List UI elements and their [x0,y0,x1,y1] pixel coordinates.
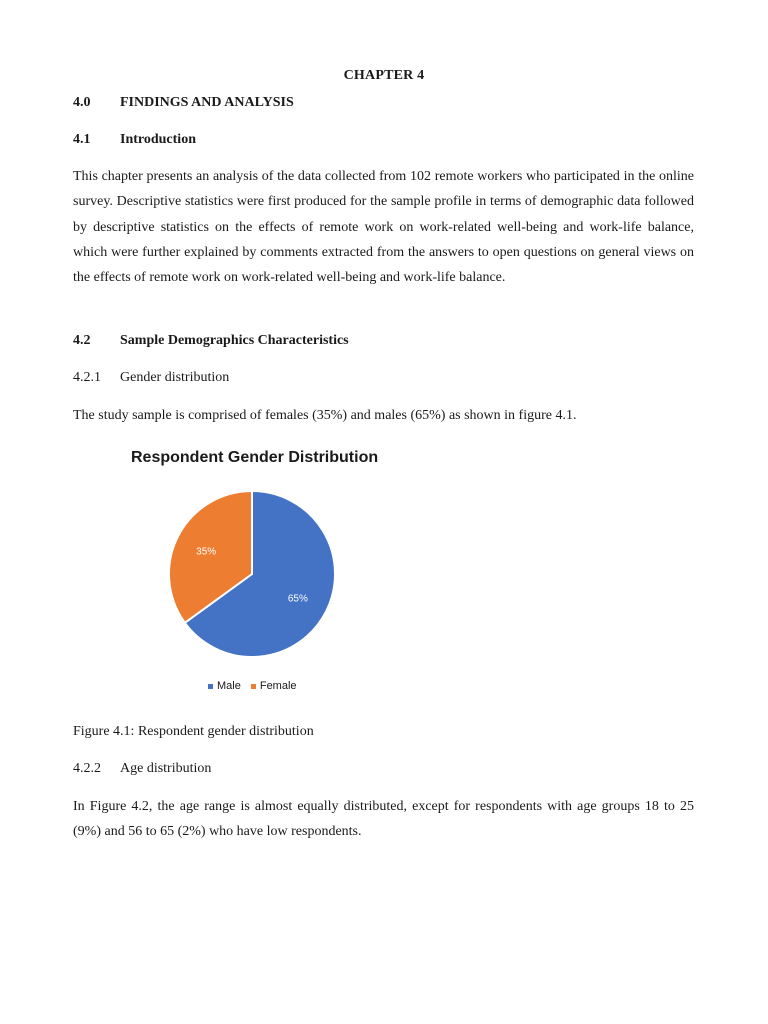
gender-paragraph: The study sample is comprised of females (35%) and males (65%) as shown in figure 4.1. [73,408,577,423]
section-number: 4.2 [73,333,91,348]
subsection-number: 4.2.1 [73,370,101,385]
legend-swatch-male [208,684,213,689]
intro-paragraph: This chapter presents an analysis of the data collected from 102 remote workers who participated in the online survey. Descriptive statistics were first produced for the sample profile in terms of demographic data followed by descriptive statistics on the effects of remote work on work-related well-being and work-life balance, which were further explained by comments extracted from the answers to open questions on general views on the effects of remote work on work-related well-being and work-life balance. [73,169,694,286]
legend-label-male: Male [217,680,241,692]
legend-item-female [251,680,297,692]
subsection-title: Age distribution [120,761,212,776]
subsection-heading-4-2-2 [73,761,211,777]
gender-pie-chart [160,488,344,668]
section-heading-4-1 [73,132,196,148]
pie-label-female: 35% [196,546,217,558]
section-title: Sample Demographics Characteristics [120,333,349,348]
pie-label-male: 65% [287,593,308,605]
section-number: 4.0 [73,95,91,110]
legend-label-female: Female [259,680,297,692]
age-paragraph: In Figure 4.2, the age range is almost equally distributed, except for respondents with age groups 18 to 25 (9%) and 56 to 65 (2%) who have low respondents. [73,799,694,840]
chapter-title: CHAPTER 4 [343,68,425,83]
section-heading-4-0 [73,95,294,111]
subsection-number: 4.2.2 [73,761,101,776]
figure-caption: Figure 4.1: Respondent gender distribution [73,724,314,739]
chart-legend [208,680,297,692]
section-title: Introduction [120,132,196,147]
section-title: FINDINGS AND ANALYSIS [120,95,294,110]
subsection-heading-4-2-1 [73,370,229,386]
section-number: 4.1 [73,132,91,147]
section-heading-4-2 [73,333,349,349]
legend-swatch-female [251,684,256,689]
chart-title: Respondent Gender Distribution [131,449,379,466]
subsection-title: Gender distribution [120,370,230,385]
legend-item-male [208,680,241,692]
